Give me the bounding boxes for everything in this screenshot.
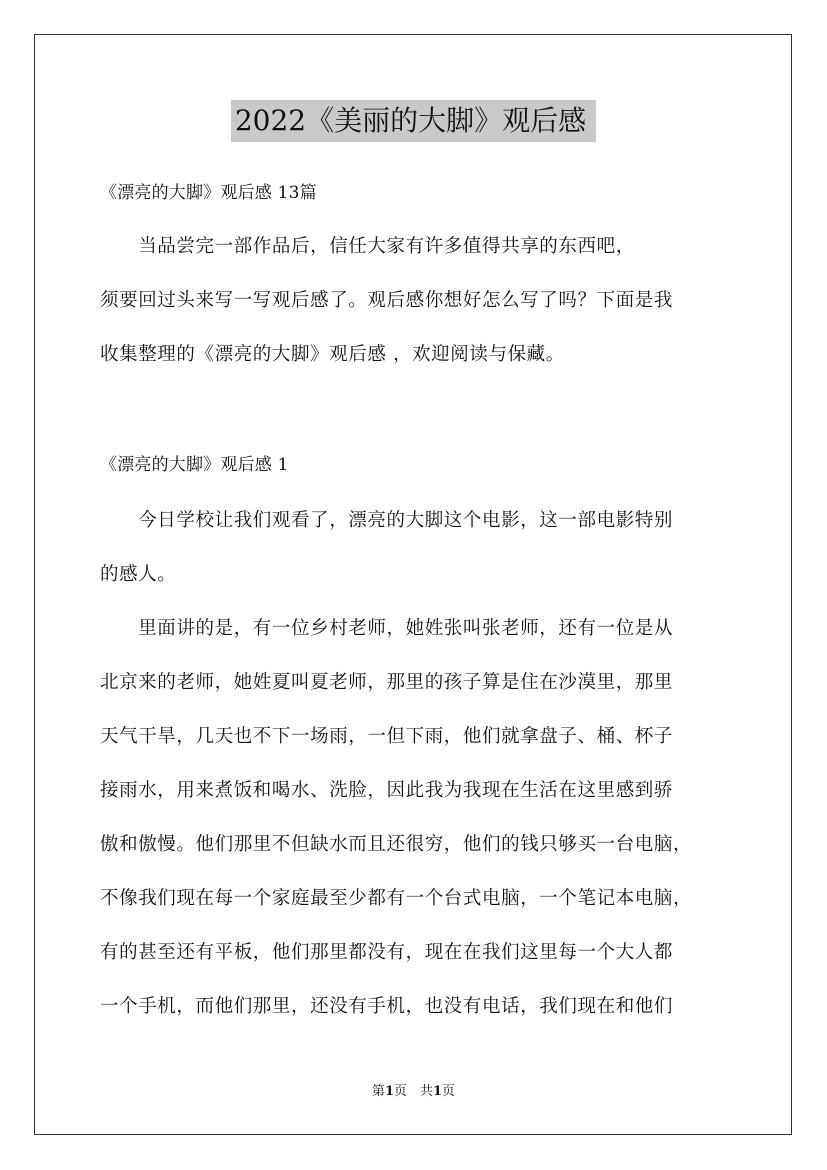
body-line: 有的甚至还有平板，他们那里都没有，现在在我们这里每一个大人都 (100, 942, 674, 963)
document-subtitle: 《漂亮的大脚》观后感 13篇 (100, 183, 317, 203)
body-line: 接雨水，用来煮饭和喝水、洗脸，因此我为我现在生活在这里感到骄 (100, 780, 674, 801)
footer-prefix: 第 (371, 1084, 385, 1099)
intro-line: 当品尝完一部作品后，信任大家有许多值得共享的东西吧， (100, 236, 635, 257)
body-line: 天气干旱，几天也不下一场雨，一但下雨，他们就拿盘子、桶、杯子 (100, 726, 674, 747)
body-line: 里面讲的是，有一位乡村老师，她姓张叫张老师，还有一位是从 (100, 618, 674, 639)
page-footer (0, 1083, 827, 1101)
intro-line: 收集整理的《漂亮的大脚》观后感 ，欢迎阅读与保藏。 (100, 344, 565, 365)
footer-suffix: 页 (442, 1084, 456, 1099)
body-line: 不像我们现在每一个家庭最至少都有一个台式电脑，一个笔记本电脑， (100, 888, 693, 909)
body-line: 的感人。 (100, 564, 177, 585)
footer-mid: 页 共 (393, 1084, 433, 1099)
footer-page-current: 1 (384, 1084, 394, 1099)
body-line: 今日学校让我们观看了，漂亮的大脚这个电影，这一部电影特别 (100, 510, 674, 531)
title-container (0, 100, 827, 142)
body-line: 傲和傲慢。他们那里不但缺水而且还很穷，他们的钱只够买一台电脑， (100, 834, 693, 855)
body-line: 北京来的老师，她姓夏叫夏老师，那里的孩子算是住在沙漠里，那里 (100, 672, 674, 693)
footer-page-total: 1 (433, 1084, 443, 1099)
body-line: 一个手机，而他们那里，还没有手机，也没有电话，我们现在和他们 (100, 996, 674, 1017)
document-title: 2022《美丽的大脚》观后感 (231, 100, 596, 142)
intro-line: 须要回过头来写一写观后感了。观后感你想好怎么写了吗？下面是我 (100, 290, 674, 311)
section-heading: 《漂亮的大脚》观后感 1 (100, 455, 289, 475)
